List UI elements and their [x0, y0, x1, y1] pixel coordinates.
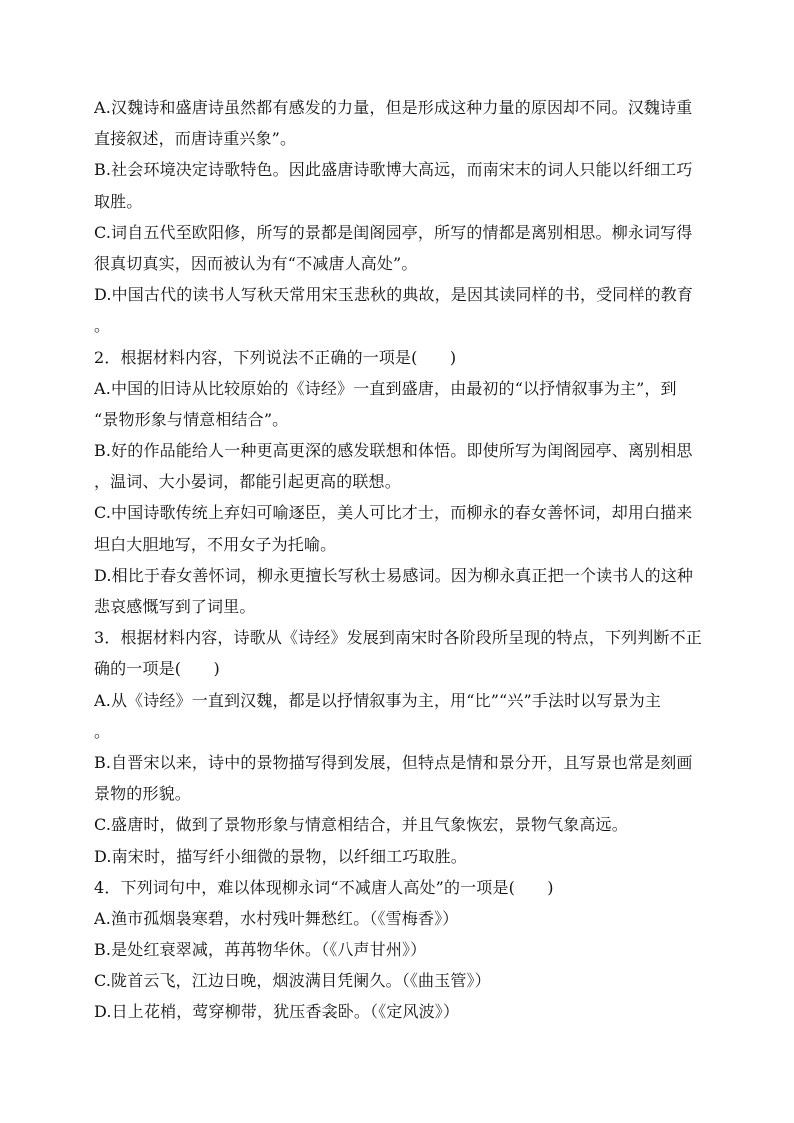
q3-option-d: D.南宋时，描写纤小细微的景物，以纤细工巧取胜。	[94, 846, 467, 866]
q3-option-c: C.盛唐时，做到了景物形象与情意相结合，并且气象恢宏，景物气象高远。	[94, 815, 628, 835]
q4-option-b: B.是处红衰翠减，苒苒物华休。（《八声甘州》）	[94, 940, 427, 960]
question-3-stem-line-2: 确的一项是( )	[94, 659, 220, 679]
q3-option-a-line-1: A.从《诗经》一直到汉魏，都是以抒情叙事为主，用“比”“兴”手法时以写景为主	[94, 690, 662, 710]
q2-option-c-line-1: C.中国诗歌传统上弃妇可喻逐臣，美人可比才士，而柳永的春女善怀词，却用白描来	[94, 503, 693, 523]
option-a-line-2: 直接叙述，而唐诗重兴象”。	[94, 129, 297, 149]
exam-page	[94, 92, 704, 1028]
q3-option-b-line-2: 景物的形貌。	[94, 784, 191, 804]
q2-option-c-line-2: 坦白大胆地写，不用女子为托喻。	[94, 534, 337, 554]
option-b-line-2: 取胜。	[94, 191, 143, 211]
question-2-stem: 2．根据材料内容，下列说法不正确的一项是( )	[94, 347, 457, 367]
option-c-line-1: C.词自五代至欧阳修，所写的景都是闺阁园亭，所写的情都是离别相思。柳永词写得	[94, 222, 693, 242]
q3-option-a-line-2: 。	[94, 721, 111, 741]
option-b-line-1: B.社会环境决定诗歌特色。因此盛唐诗歌博大高远，而南宋末的词人只能以纤细工巧	[94, 160, 693, 180]
question-4-stem: 4．下列词句中，难以体现柳永词“不减唐人高处”的一项是( )	[94, 877, 554, 897]
q2-option-d-line-2: 悲哀感慨写到了词里。	[94, 597, 256, 616]
option-c-line-2: 很真切真实，因而被认为有“不减唐人高处”。	[94, 253, 418, 273]
q2-option-a-line-1: A.中国的旧诗从比较原始的《诗经》一直到盛唐，由最初的“以抒情叙事为主”，到	[94, 378, 677, 398]
option-d-line-1: D.中国古代的读书人写秋天常用宋玉悲秋的典故，是因其读同样的书，受同样的教育	[94, 285, 694, 305]
q4-option-a: A.渔市孤烟袅寒碧，水村残叶舞愁红。（《雪梅香》）	[94, 908, 459, 928]
q2-option-b-line-1: B.好的作品能给人一种更高更深的感发联想和体悟。即使所写为闺阁园亭、离别相思	[94, 441, 693, 461]
q2-option-a-line-2: “景物形象与情意相结合”。	[94, 409, 289, 429]
q2-option-d-line-1: D.相比于春女善怀词，柳永更擅长写秋士易感词。因为柳永真正把一个读书人的这种	[94, 565, 694, 585]
option-a-line-1: A.汉魏诗和盛唐诗虽然都有感发的力量，但是形成这种力量的原因却不同。汉魏诗重	[94, 98, 693, 117]
q2-option-b-line-2: ，温词、大小晏词，都能引起更高的联想。	[94, 472, 401, 492]
q4-option-d: D.日上花梢，莺穿柳带，犹压香衾卧。（《定风波》）	[94, 1002, 460, 1022]
q3-option-b-line-1: B.自晋宋以来，诗中的景物描写得到发展，但特点是情和景分开，且写景也常是刻画	[94, 752, 693, 772]
option-d-line-2: 。	[94, 316, 111, 336]
q4-option-c: C.陇首云飞，江边日晚，烟波满目凭阑久。（《曲玉管》）	[94, 971, 491, 991]
question-3-stem-line-1: 3．根据材料内容，诗歌从《诗经》发展到南宋时各阶段所呈现的特点，下列判断不正	[94, 628, 702, 648]
